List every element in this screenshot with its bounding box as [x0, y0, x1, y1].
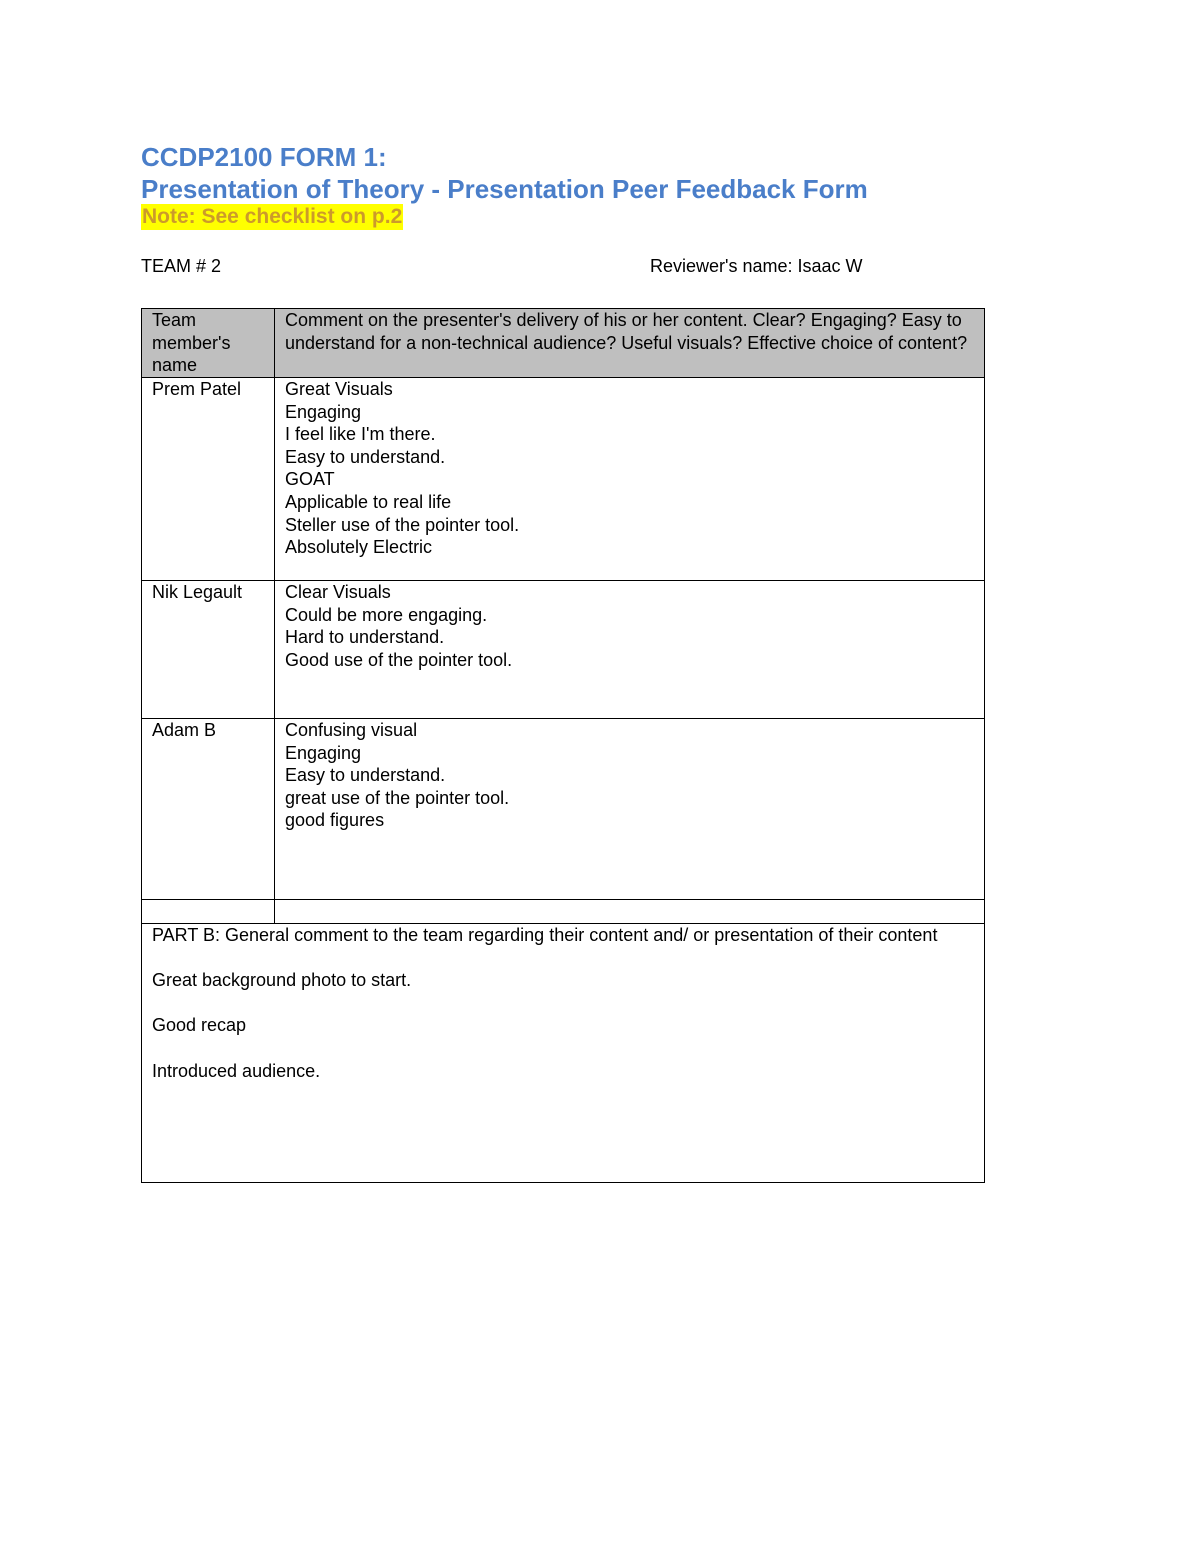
empty-table-row: [142, 900, 985, 924]
comment-line: Absolutely Electric: [285, 537, 433, 558]
table-row: [142, 719, 985, 900]
table-header-row: [142, 309, 985, 378]
feedback-table: [141, 308, 985, 1183]
member-comments: [275, 719, 985, 900]
comment-line: Steller use of the pointer tool.: [285, 514, 520, 535]
part-b-row: [142, 924, 985, 1183]
form-title: CCDP2100 FORM 1:: [141, 142, 387, 172]
member-comments: [275, 581, 985, 719]
part-b-comment: Introduced audience.: [152, 1060, 321, 1081]
table-row: [142, 378, 985, 581]
part-b-comment: Good recap: [152, 1015, 247, 1036]
empty-cell: [142, 900, 275, 924]
member-comments: [275, 378, 985, 581]
team-number: TEAM # 2: [141, 256, 222, 276]
table-row: [142, 581, 985, 719]
comment-line: Engaging: [285, 742, 362, 763]
member-name: Prem Patel: [142, 378, 275, 581]
comment-line: Confusing visual: [285, 720, 418, 740]
comment-line: Applicable to real life: [285, 491, 452, 512]
comment-line: Could be more engaging.: [285, 604, 488, 625]
comment-line: Good use of the pointer tool.: [285, 649, 513, 670]
comment-line: Clear Visuals: [285, 582, 391, 602]
part-b-cell: [142, 924, 985, 1183]
comment-line: great use of the pointer tool.: [285, 787, 510, 808]
form-subtitle: Presentation of Theory - Presentation Peer Feedback Form: [141, 174, 868, 204]
empty-cell: [275, 900, 985, 924]
comment-line: Easy to understand.: [285, 765, 446, 786]
comment-line: I feel like I'm there.: [285, 424, 436, 445]
member-name: Adam B: [142, 719, 275, 900]
member-name: Nik Legault: [142, 581, 275, 719]
checklist-note: Note: See checklist on p.2: [142, 205, 403, 228]
reviewer-name: Reviewer's name: Isaac W: [650, 256, 863, 276]
comment-line: Engaging: [285, 401, 362, 422]
comment-line: Easy to understand.: [285, 446, 446, 467]
header-member-name: Team member's name: [142, 309, 275, 378]
comment-line: Great Visuals: [285, 379, 393, 399]
comment-line: good figures: [285, 810, 385, 831]
comment-line: Hard to understand.: [285, 627, 445, 648]
part-b-comment: Great background photo to start.: [152, 970, 412, 991]
comment-line: GOAT: [285, 469, 335, 490]
header-comment-instructions: Comment on the presenter's delivery of his or her content. Clear? Engaging? Easy to understand for a non-technical audience? Useful visuals? Effective choice of content?: [275, 309, 985, 378]
part-b-label: PART B: General comment to the team regarding their content and/ or presentation of their content: [152, 925, 938, 945]
